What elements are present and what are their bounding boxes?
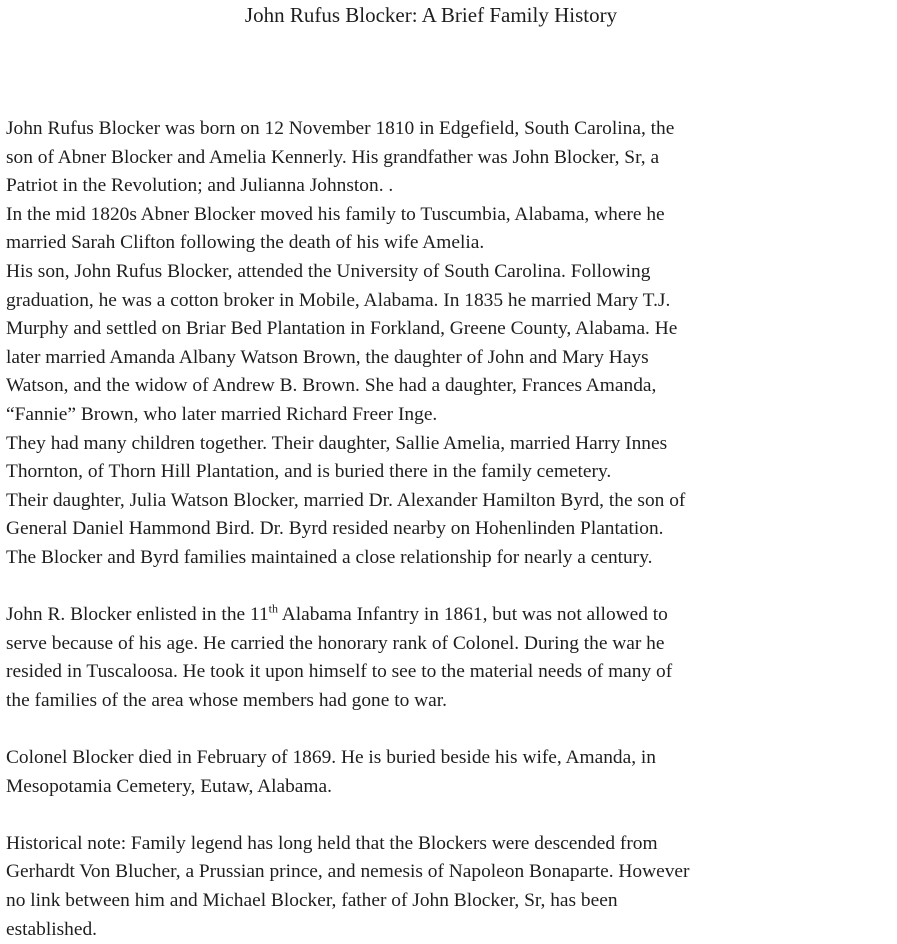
- text-line: established.: [6, 918, 98, 940]
- text-line: Gerhardt Von Blucher, a Prussian prince, and nemesis of Napoleon Bonaparte. However: [6, 861, 690, 883]
- text-line: later married Amanda Albany Watson Brown, the daughter of John and Mary Hays: [6, 346, 649, 368]
- paragraph-children: [6, 430, 891, 487]
- paragraph-education-marriage: [6, 258, 891, 430]
- paragraph-historical-note: [6, 830, 891, 944]
- paragraph-spacer: [6, 573, 891, 602]
- text-line: In the mid 1820s Abner Blocker moved his family to Tuscumbia, Alabama, where he: [6, 203, 665, 225]
- text-line: Their daughter, Julia Watson Blocker, married Dr. Alexander Hamilton Byrd, the son of: [6, 489, 686, 511]
- text-line: Thornton, of Thorn Hill Plantation, and is buried there in the family cemetery.: [6, 461, 612, 483]
- text-line: The Blocker and Byrd families maintained a close relationship for nearly a century.: [6, 546, 653, 568]
- document-title: John Rufus Blocker: A Brief Family History: [244, 3, 618, 27]
- text-line: Murphy and settled on Briar Bed Plantation in Forkland, Greene County, Alabama. He: [6, 318, 678, 340]
- text-line: son of Abner Blocker and Amelia Kennerly. His grandfather was John Blocker, Sr, a: [6, 146, 660, 168]
- text-fragment: John R. Blocker enlisted in the 11: [6, 604, 269, 626]
- paragraph-julia: [6, 487, 891, 573]
- text-line: Watson, and the widow of Andrew B. Brown. She had a daughter, Frances Amanda,: [6, 375, 657, 397]
- text-line: Historical note: Family legend has long held that the Blockers were descended from: [6, 832, 658, 854]
- text-line: serve because of his age. He carried the honorary rank of Colonel. During the war he: [6, 632, 665, 654]
- text-line: the families of the area whose members had gone to war.: [6, 689, 447, 711]
- paragraph-spacer: [6, 715, 891, 744]
- text-line: Colonel Blocker died in February of 1869. He is buried beside his wife, Amanda, in: [6, 747, 656, 769]
- text-line: His son, John Rufus Blocker, attended the University of South Carolina. Following: [6, 260, 651, 282]
- paragraph-death: [6, 744, 891, 801]
- text-line: They had many children together. Their daughter, Sallie Amelia, married Harry Innes: [6, 432, 668, 454]
- document-body: [6, 115, 891, 944]
- text-line: Patriot in the Revolution; and Julianna Johnston. .: [6, 175, 394, 197]
- text-line: “Fannie” Brown, who later married Richard Freer Inge.: [6, 403, 438, 425]
- text-line: [6, 601, 891, 630]
- paragraph-move: [6, 201, 891, 258]
- paragraph-war: [6, 601, 891, 715]
- text-line: resided in Tuscaloosa. He took it upon himself to see to the material needs of many of: [6, 661, 673, 683]
- text-line: graduation, he was a cotton broker in Mobile, Alabama. In 1835 he married Mary T.J.: [6, 289, 671, 311]
- paragraph-spacer: [6, 801, 891, 830]
- text-line: Mesopotamia Cemetery, Eutaw, Alabama.: [6, 775, 332, 797]
- text-line: General Daniel Hammond Bird. Dr. Byrd resided nearby on Hohenlinden Plantation.: [6, 518, 664, 540]
- text-line: John Rufus Blocker was born on 12 November 1810 in Edgefield, South Carolina, the: [6, 118, 675, 139]
- text-line: married Sarah Clifton following the death of his wife Amelia.: [6, 232, 485, 254]
- paragraph-birth: [6, 115, 891, 201]
- text-fragment: Alabama Infantry in 1861, but was not allowed to: [277, 604, 668, 626]
- superscript: th: [268, 601, 278, 616]
- text-line: no link between him and Michael Blocker, father of John Blocker, Sr, has been: [6, 890, 618, 912]
